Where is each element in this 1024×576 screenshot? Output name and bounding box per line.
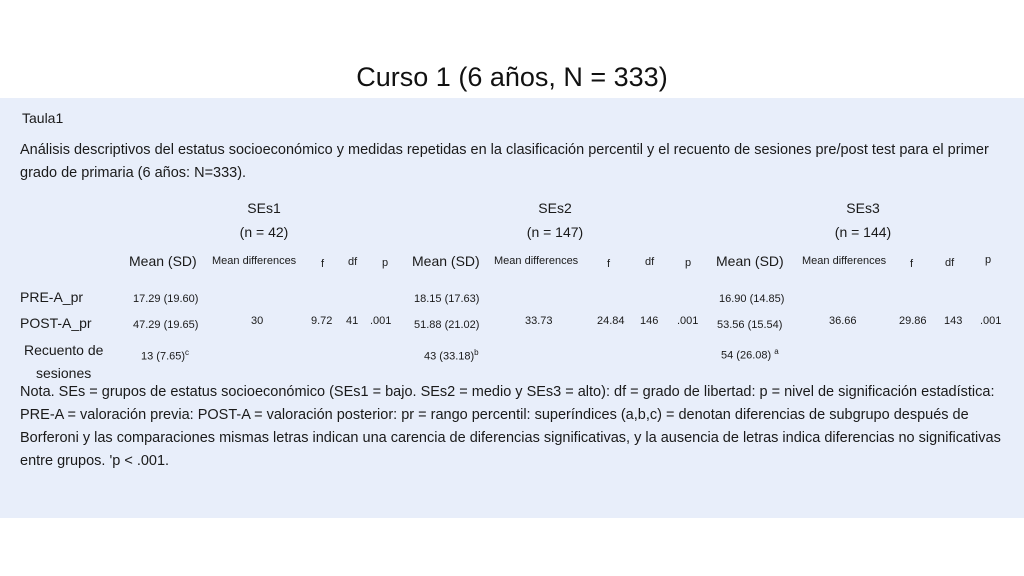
col-header-f: f bbox=[607, 258, 611, 270]
group-n-ses3: (n = 144) bbox=[834, 224, 892, 240]
superscript: a bbox=[774, 347, 779, 356]
table-cell: 13 $(7.65)^c$ bbox=[141, 348, 190, 363]
table-label: Taula1 bbox=[22, 110, 64, 126]
row-label-post: POST-A_pr bbox=[20, 315, 92, 331]
superscript: c bbox=[185, 348, 190, 357]
stat-p: .001 bbox=[677, 315, 699, 327]
col-header-mean: Mean (SD) bbox=[412, 253, 480, 269]
table-note: Nota. SEs = grupos de estatus socioeconómico (SEs1 = bajo. SEs2 = medio y SEs3 = alto): df = grado de libertad: p = nivel de significación estadística: PRE-A = valoración previa: POST-A = valoración posterior: pr = rango percentil: superíndices (a,b,c) = denotan diferencias de subgrupo después de Borferoni y las comparaciones mismas letras indican una carencia de diferencias significativas, y la ausencia de letras indica diferencias no significativas entre grupos. 'p < .001. bbox=[20, 384, 1001, 469]
table-cell: 54 (26.08) $^a$ bbox=[721, 347, 779, 362]
col-header-mean-diff: Mean differences bbox=[212, 255, 297, 267]
col-header-p: p bbox=[985, 254, 992, 266]
table-cell: 53.56 (15.54) bbox=[717, 319, 783, 331]
stat-f: 24.84 bbox=[597, 315, 625, 327]
group-n-ses2: (n = 147) bbox=[526, 224, 584, 240]
stat-f: 29.86 bbox=[899, 315, 927, 327]
group-name-ses2: SEs2 bbox=[538, 200, 572, 216]
table-cell: 17.29 (19.60) bbox=[133, 293, 199, 305]
table-cell: 47.29 (19.65) bbox=[133, 319, 199, 331]
stat-df: 146 bbox=[640, 315, 659, 327]
row-label-pre: PRE-A_pr bbox=[20, 289, 84, 305]
col-header-mean-diff: Mean differences bbox=[802, 255, 887, 267]
table-caption: Análisis descriptivos del estatus socioeconómico y medidas repetidas en la clasificación percentil y el recuento de sesiones pre/post test para el primer grado de primaria (6 años: N=333). bbox=[20, 142, 989, 181]
col-header-p: p bbox=[382, 257, 389, 269]
stat-f: 9.72 bbox=[311, 315, 333, 327]
col-header-mean: Mean (SD) bbox=[129, 253, 197, 269]
stat-df: 143 bbox=[944, 315, 963, 327]
group-name-ses1: SEs1 bbox=[247, 200, 281, 216]
stat-df: 41 bbox=[346, 315, 359, 327]
stat-mean-diff: 30 bbox=[251, 315, 264, 327]
table-panel bbox=[0, 98, 1024, 518]
col-header-f: f bbox=[321, 258, 325, 270]
group-name-ses3: SEs3 bbox=[846, 200, 880, 216]
col-header-mean: Mean (SD) bbox=[716, 253, 784, 269]
slide-title: Curso 1 (6 años, N = 333) bbox=[356, 62, 668, 92]
col-header-df: df bbox=[645, 256, 655, 268]
stat-mean-diff: 36.66 bbox=[829, 315, 857, 327]
col-header-df: df bbox=[945, 257, 955, 269]
table-cell: 43 $(33.18)^b$ bbox=[424, 348, 479, 363]
group-n-ses1: (n = 42) bbox=[239, 224, 289, 240]
row-label-sessions: Recuento de bbox=[24, 342, 104, 358]
stat-p: .001 bbox=[980, 315, 1002, 327]
stat-mean-diff: 33.73 bbox=[525, 315, 553, 327]
col-header-f: f bbox=[910, 258, 914, 270]
superscript: b bbox=[474, 348, 479, 357]
col-header-mean-diff: Mean differences bbox=[494, 255, 579, 267]
row-label-sessions: sesiones bbox=[36, 365, 92, 381]
col-header-df: df bbox=[348, 256, 358, 268]
stat-p: .001 bbox=[370, 315, 392, 327]
table-cell: 51.88 (21.02) bbox=[414, 319, 480, 331]
table-cell: 16.90 (14.85) bbox=[719, 293, 785, 305]
col-header-p: p bbox=[685, 257, 692, 269]
table-cell: 18.15 (17.63) bbox=[414, 293, 480, 305]
